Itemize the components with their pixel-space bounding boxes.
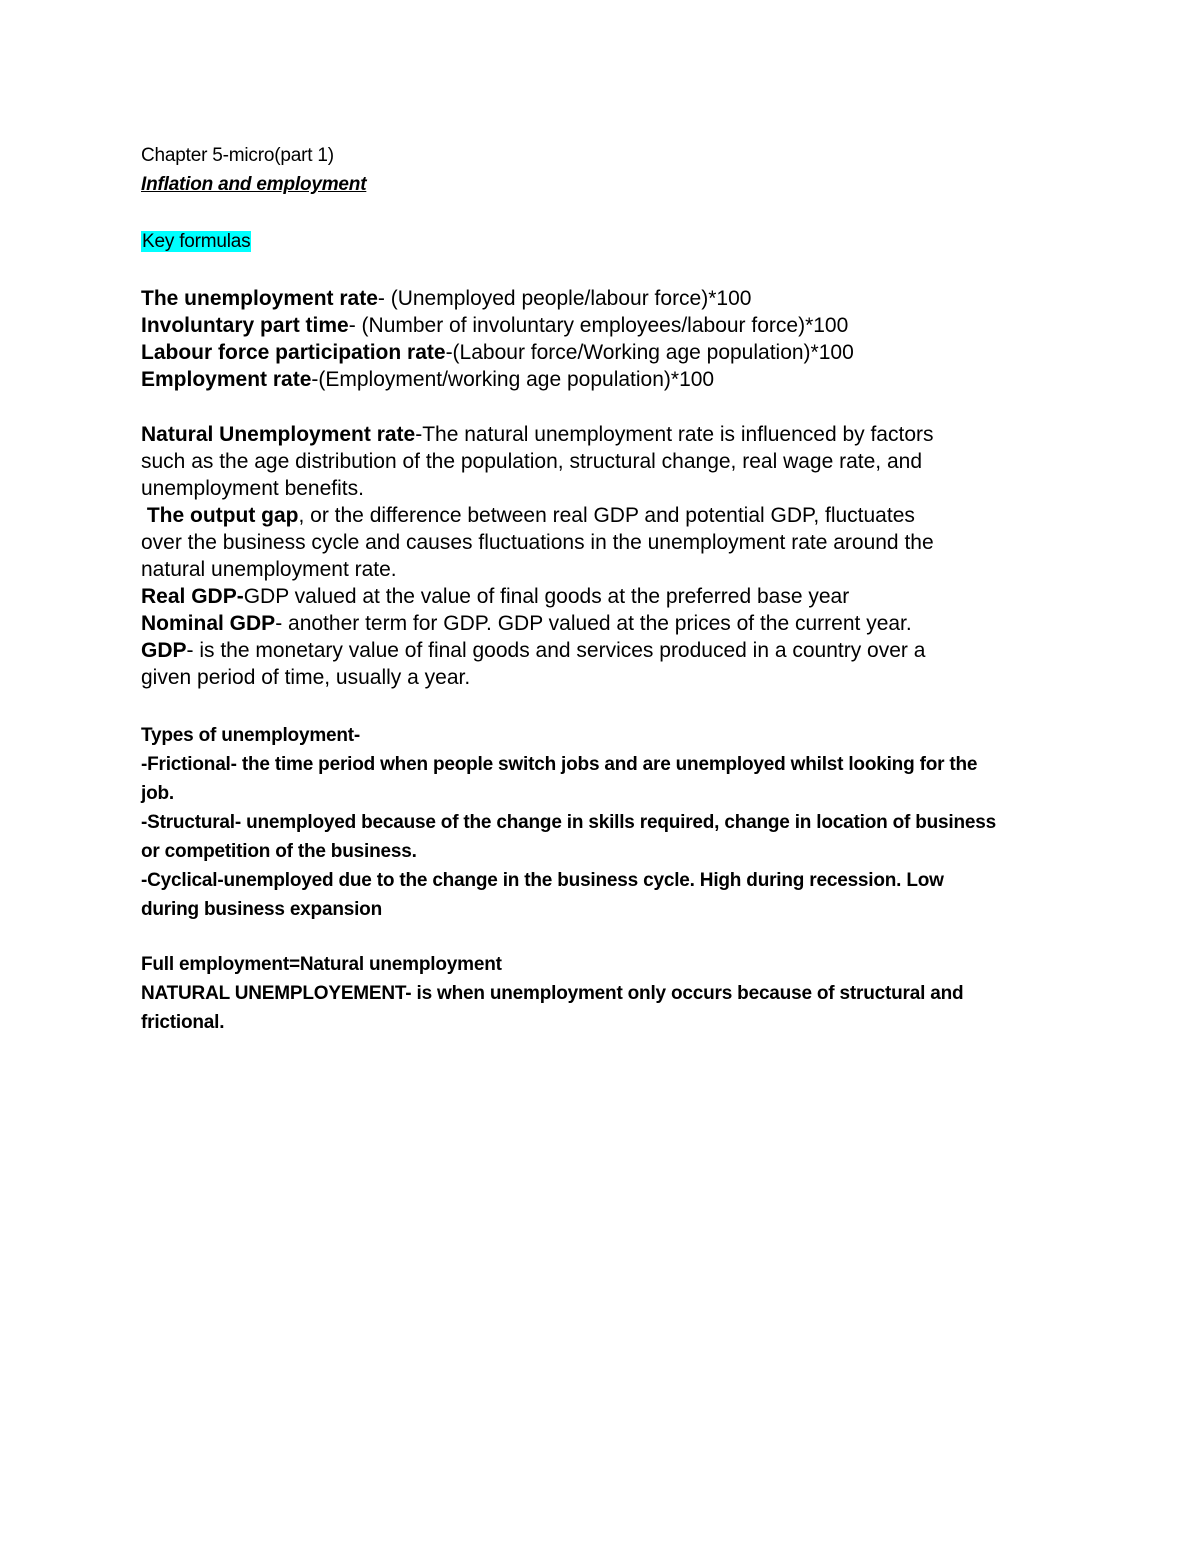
real-gdp-line <box>141 583 1071 610</box>
types-heading: Types of unemployment- <box>141 725 361 746</box>
definition-text: , or the difference between real GDP and potential GDP, fluctuates <box>298 504 915 527</box>
chapter-title <box>141 141 1071 170</box>
type-text: - unemployed because of the change in skills required, change in location of business <box>234 812 996 833</box>
output-gap-line-3: natural unemployment rate. <box>141 558 397 581</box>
nominal-gdp-line <box>141 610 1071 637</box>
formula-text: -(Employment/working age population)*100 <box>311 368 715 391</box>
subtitle <box>141 170 1071 199</box>
key-formulas-label <box>141 227 1071 256</box>
types-of-unemployment <box>141 721 1071 924</box>
gdp-line-1 <box>141 637 1071 664</box>
type-text: unemployed due to the change in the business cycle. High during recession. Low <box>223 870 944 891</box>
formula-term: Involuntary part time <box>141 314 349 337</box>
document-page <box>141 0 1071 1553</box>
natural-unemployment-definition-line-1 <box>141 979 1071 1008</box>
formula-involuntary-part-time <box>141 312 1071 339</box>
frictional-line-2: job. <box>141 783 174 804</box>
definition-text: - is the monetary value of final goods and services produced in a country over a <box>186 639 926 662</box>
natural-unemployment-line-2: such as the age distribution of the population, structural change, real wage rate, and <box>141 450 922 473</box>
type-term: -Cyclical- <box>141 870 224 891</box>
formula-text: -(Labour force/Working age population)*100 <box>445 341 854 364</box>
definition-term: Real GDP- <box>141 585 244 608</box>
natural-unemployment-term: NATURAL UNEMPLOYEMENT- <box>141 983 412 1004</box>
full-employment-section <box>141 950 1071 1037</box>
definition-text: - another term for GDP. GDP valued at the prices of the current year. <box>275 612 912 635</box>
natural-unemployment-line-3: unemployment benefits. <box>141 477 364 500</box>
definition-term: Natural Unemployment rate <box>141 423 416 446</box>
full-employment-heading: Full employment=Natural unemployment <box>141 954 502 975</box>
natural-unemployment-definition-line-2: frictional. <box>141 1012 225 1033</box>
output-gap-line-1 <box>141 502 1071 529</box>
definition-text: -The natural unemployment rate is influenced by factors <box>415 423 934 446</box>
natural-unemployment-line-1 <box>141 421 1071 448</box>
output-gap-line-2: over the business cycle and causes fluctuations in the unemployment rate around the <box>141 531 934 554</box>
structural-line-1 <box>141 808 1071 837</box>
frictional-line-1: -Frictional- the time period when people switch jobs and are unemployed whilst looking for the <box>141 754 978 775</box>
formula-text: - (Unemployed people/labour force)*100 <box>377 287 752 310</box>
formula-employment-rate <box>141 366 1071 393</box>
definition-text: GDP valued at the value of final goods at the preferred base year <box>243 585 850 608</box>
cyclical-line-1 <box>141 866 1071 895</box>
chapter-title-text: Chapter 5-micro(part 1) <box>141 145 334 166</box>
formula-list <box>141 285 1071 393</box>
formula-term: Employment rate <box>141 368 312 391</box>
formula-text: - (Number of involuntary employees/labour force)*100 <box>348 314 849 337</box>
structural-line-2: or competition of the business. <box>141 841 417 862</box>
type-term: -Structural <box>141 812 235 833</box>
formula-term: The unemployment rate <box>141 287 378 310</box>
cyclical-line-2: during business expansion <box>141 899 382 920</box>
definition-term: GDP <box>141 639 187 662</box>
formula-unemployment-rate <box>141 285 1071 312</box>
definition-term: The output gap <box>146 504 299 527</box>
definition-term: Nominal GDP <box>141 612 276 635</box>
formula-term: Labour force participation rate <box>141 341 446 364</box>
definitions <box>141 421 1071 691</box>
key-formulas-highlight: Key formulas <box>142 231 251 252</box>
natural-unemployment-text: is when unemployment only occurs because of structural and <box>411 983 964 1004</box>
formula-labour-force-participation <box>141 339 1071 366</box>
subtitle-text: Inflation and employment <box>141 174 367 195</box>
gdp-line-2: given period of time, usually a year. <box>141 666 471 689</box>
